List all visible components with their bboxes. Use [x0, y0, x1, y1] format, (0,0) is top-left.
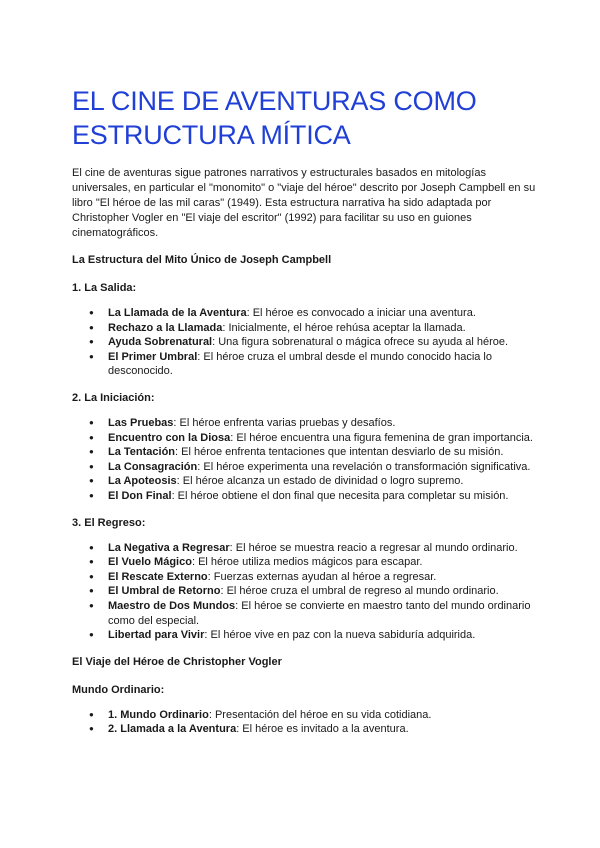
section-title-salida: 1. La Salida:	[72, 282, 137, 294]
list-item	[72, 570, 540, 585]
item-desc: : El héroe es convocado a iniciar una aventura.	[246, 307, 476, 319]
list-iniciacion	[72, 416, 540, 504]
list-item	[72, 555, 540, 570]
section-title-iniciacion: 2. La Iniciación:	[72, 391, 155, 404]
item-desc: : Fuerzas externas ayudan al héroe a regresar.	[207, 570, 437, 583]
item-term: La Tentación	[108, 446, 176, 459]
list-item	[72, 722, 540, 737]
item-term: Las Pruebas	[108, 416, 174, 429]
list-item	[72, 335, 540, 350]
campbell-heading: La Estructura del Mito Único de Joseph Campbell	[72, 254, 332, 266]
item-desc: : El héroe se convierte en maestro tanto del mundo ordinario como del especial.	[108, 599, 531, 627]
item-term: Encuentro con la Diosa	[108, 431, 231, 444]
item-desc: : El héroe se muestra reacio a regresar al mundo ordinario.	[229, 541, 518, 554]
item-term: El Vuelo Mágico	[108, 556, 192, 569]
item-term: La Negativa a Regresar	[108, 541, 230, 554]
item-desc: : El héroe enfrenta varias pruebas y desafíos.	[173, 416, 396, 429]
section-title-mundo-ordinario: Mundo Ordinario:	[72, 683, 165, 696]
item-term: Libertad para Vivir	[108, 629, 205, 642]
list-item	[72, 445, 540, 460]
item-desc: : El héroe enfrenta tentaciones que intentan desviarlo de su misión.	[175, 446, 504, 459]
item-term: Rechazo a la Llamada	[108, 321, 223, 334]
item-term: Ayuda Sobrenatural	[108, 336, 213, 349]
item-desc: : El héroe cruza el umbral desde el mundo conocido hacia lo desconocido.	[108, 350, 492, 378]
item-term: El Primer Umbral	[108, 350, 198, 363]
list-item	[72, 350, 540, 379]
item-term: El Umbral de Retorno	[108, 585, 221, 598]
item-desc: : El héroe cruza el umbral de regreso al mundo ordinario.	[220, 585, 499, 598]
document-title: EL CINE DE AVENTURAS COMO ESTRUCTURA MÍTICA	[72, 86, 477, 150]
item-desc: : Presentación del héroe en su vida cotidiana.	[208, 708, 432, 721]
item-desc: : El héroe alcanza un estado de divinidad o logro supremo.	[176, 475, 464, 488]
list-item	[72, 474, 540, 489]
item-term: El Don Final	[108, 489, 172, 502]
item-desc: : Inicialmente, el héroe rehúsa aceptar la llamada.	[222, 321, 466, 334]
item-term: La Consagración	[108, 460, 198, 473]
vogler-heading: El Viaje del Héroe de Christopher Vogler	[72, 655, 282, 668]
list-mundo-ordinario	[72, 708, 540, 737]
list-item	[72, 489, 540, 504]
list-item	[72, 321, 540, 336]
item-desc: : El héroe encuentra una figura femenina de gran importancia.	[230, 431, 533, 444]
section-title-regreso: 3. El Regreso:	[72, 516, 146, 529]
list-item	[72, 460, 540, 475]
list-item	[72, 416, 540, 431]
list-item	[72, 306, 540, 321]
list-salida	[72, 306, 540, 379]
list-regreso	[72, 541, 540, 643]
item-desc: : Una figura sobrenatural o mágica ofrece su ayuda al héroe.	[212, 336, 509, 349]
item-term: Maestro de Dos Mundos	[108, 599, 236, 612]
item-term: La Llamada de la Aventura	[108, 307, 247, 319]
list-item	[72, 584, 540, 599]
list-item	[72, 541, 540, 556]
item-desc: : El héroe obtiene el don final que necesita para completar su misión.	[171, 489, 509, 502]
item-desc: : El héroe experimenta una revelación o transformación significativa.	[197, 460, 531, 473]
list-item	[72, 599, 540, 628]
item-desc: : El héroe es invitado a la aventura.	[236, 723, 409, 736]
item-term: El Rescate Externo	[108, 570, 208, 583]
item-term: La Apoteosis	[108, 475, 177, 488]
list-item	[72, 628, 540, 643]
item-desc: : El héroe vive en paz con la nueva sabiduría adquirida.	[204, 629, 476, 642]
item-term: 1. Mundo Ordinario	[108, 708, 209, 721]
list-item	[72, 708, 540, 723]
intro-paragraph: El cine de aventuras sigue patrones narrativos y estructurales basados en mitologías universales, en particular el "monomito" o "viaje del héroe" descrito por Joseph Campbell en su libro "El héroe de las mil caras" (1949). Esta estructura narrativa ha sido adaptada por Christopher Vogler en "El viaje del escritor" (1992) para facilitar su uso en guiones cinematográficos.	[72, 167, 536, 239]
list-item	[72, 431, 540, 446]
item-term: 2. Llamada a la Aventura	[108, 723, 237, 736]
item-desc: : El héroe utiliza medios mágicos para escapar.	[191, 556, 423, 569]
